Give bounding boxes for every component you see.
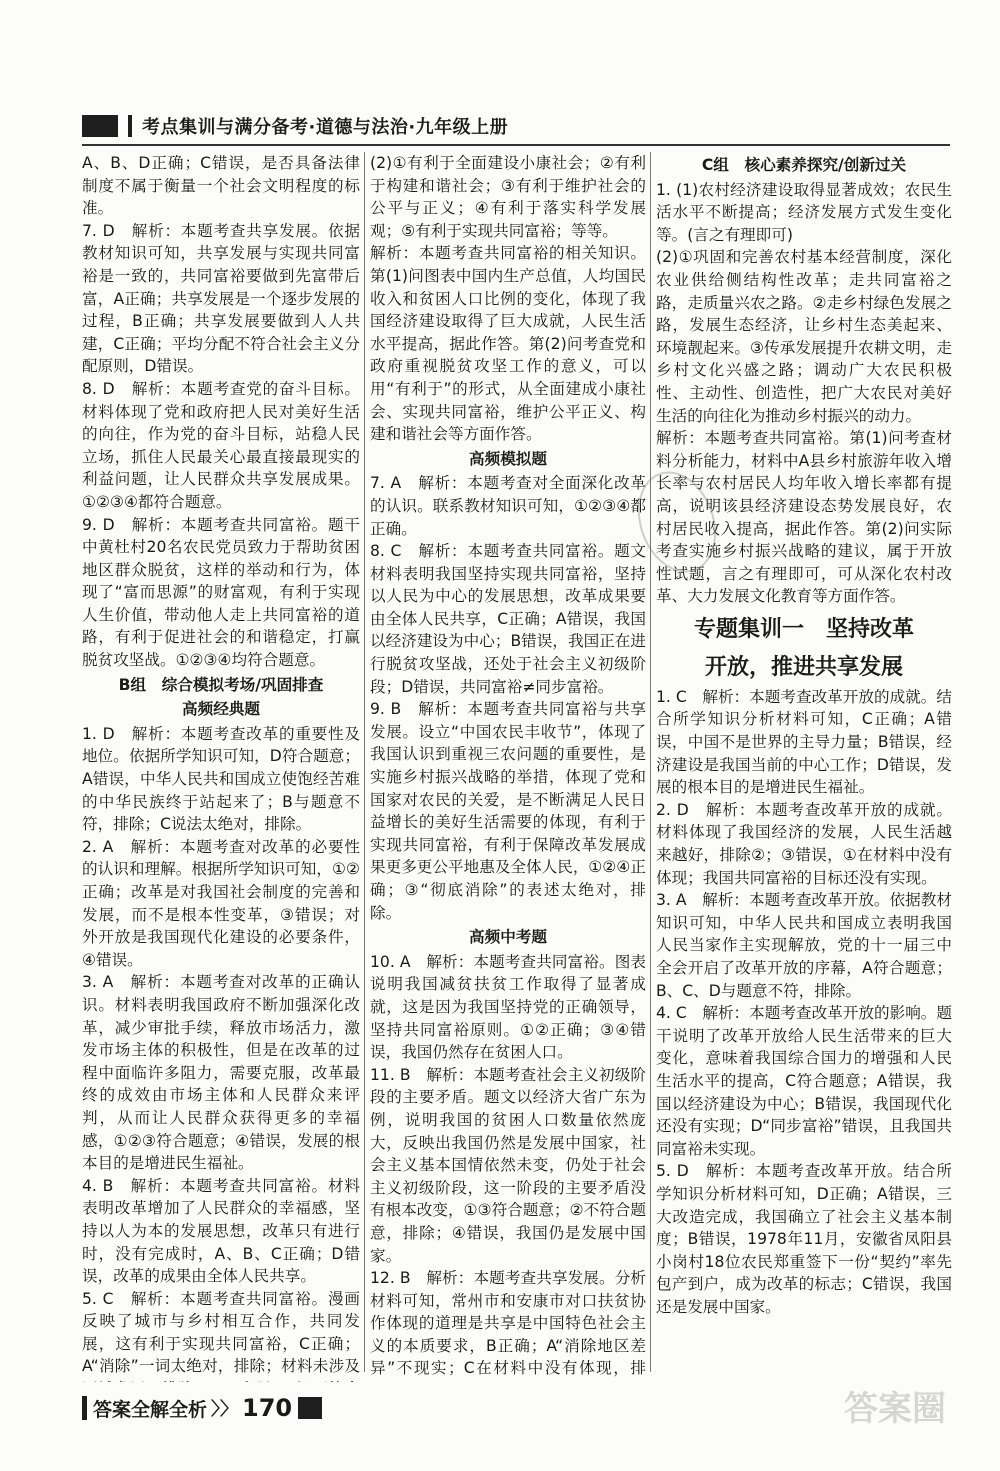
page-header bbox=[82, 108, 952, 144]
answer-paragraph: 7. A 解析：本题考查对全面深化改革的认识。联系教材知识可知，①②③④都正确。 bbox=[370, 474, 646, 538]
answer-paragraph: A、B、D正确；C错误，是否具备法律制度不属于衡量一个社会文明程度的标准。 bbox=[82, 154, 360, 218]
answer-paragraph: 7. D 解析：本题考查共享发展。依据教材知识可知，共享发展与实现共同富裕是一致的，共同富裕要做到先富带后富，A正确；共享发展是一个逐步发展的过程，B正确；共享发展要做到人人共建，C正确；平均分配不符合社会主义分配原则，D错误。 bbox=[82, 221, 360, 376]
section-heading: C组 核心素养探究/创新过关 bbox=[701, 156, 907, 174]
watermark-logo: 答案圈 bbox=[844, 1389, 946, 1429]
answer-paragraph: 解析：本题考查共同富裕的相关知识。第(1)问图表中国内生产总值，人均国民收入和贫困人口比例的变化，体现了我国经济建设取得了巨大成就，人民生活水平提高，据此作答。第(2)问考查党和政府重视脱贫攻坚工作的意义，可以用“有利于”的形式，从全面建成小康社会、实现共同富裕，维护公平正义、构建和谐社会等方面作答。 bbox=[370, 244, 646, 444]
column-2 bbox=[370, 152, 646, 1382]
answer-paragraph: 2. D 解析：本题考查改革开放的成就。材料体现了我国经济的发展，人民生活越来越好，排除②；③错误，①在材料中没有体现；我国共同富裕的目标还没有实现。 bbox=[656, 800, 952, 887]
answer-paragraph: 3. A 解析：本题考查对改革的正确认识。材料表明我国政府不断加强深化改革，减少审批手续，释放市场活力，激发市场主体的积极性，但是在改革的过程中面临许多阻力，需要克服，改革最终的成效由市场主体和人民群众来评判，从而让人民群众获得更多的幸福感，①②③符合题意；④错误，发展的根本目的是增进民生福祉。 bbox=[82, 973, 360, 1173]
section-heading: 高频模拟题 bbox=[469, 449, 547, 468]
section-heading: 高频经典题 bbox=[182, 700, 260, 719]
answer-paragraph: 1. C 解析：本题考查改革开放的成就。结合所学知识分析材料可知，C正确；A错误，中国不是世界的主导力量；B错误，经济建设是我国当前的中心工作；D错误，发展的根本目的是增进民生福祉。 bbox=[656, 687, 952, 797]
answer-paragraph: 4. C 解析：本题考查改革开放的影响。题干说明了改革开放给人民生活带来的巨大变化，意味着我国综合国力的增强和人民生活水平的提高，C符合题意；A错误，我国以经济建设为中心；B错误，我国现代化还没有实现；D“同步富裕”错误，且我国共同富裕未实现。 bbox=[656, 1004, 952, 1158]
answer-paragraph: 2. A 解析：本题考查对改革的必要性的认识和理解。根据所学知识可知，①②正确；改革是对我国社会制度的完善和发展，而不是根本性变革，③错误；对外开放是我国现代化建设的必要条件，④错误。 bbox=[82, 837, 360, 969]
answer-paragraph: 11. B 解析：本题考查社会主义初级阶段的主要矛盾。题文以经济大省广东为例，说明我国的贫困人口数量依然庞大，反映出我国仍然是发展中国家，社会主义基本国情依然未变，仍处于社会主义初级阶段，这一阶段的主要矛盾没有根本改变，①③符合题意；②不符合题意，排除；④错误，我国仍是发展中国家。 bbox=[370, 1065, 646, 1265]
column-3 bbox=[656, 152, 952, 1382]
header-block bbox=[82, 115, 118, 137]
answer-paragraph: 9. B 解析：本题考查共同富裕与共享发展。设立“中国农民丰收节”，体现了我国认识到重视三农问题的重要性，是实施乡村振兴战略的举措，体现了党和国家对农民的关爱，是不断满足人民日益增长的美好生活需要的体现，有利于实现共同富裕，有利于保障改革发展成果更多更公平地惠及全体人民，①②④正确；③“彻底消除”的表述太绝对，排除。 bbox=[370, 700, 646, 922]
page-number: 170 bbox=[242, 1394, 293, 1422]
header-bar bbox=[128, 115, 132, 137]
page-footer bbox=[82, 1392, 322, 1424]
answer-paragraph: 解析：本题考查共同富裕。第(1)问考查材料分析能力，材料中A县乡村旅游年收入增长率与农村居民人均年收入增长率都有提高，说明该县经济建设态势发展良好，农村居民收入提高，据此作答。第(2)问实际考查实施乡村振兴战略的建议，属于开放性试题，言之有理即可，可从深化农村改革、大力发展文化教育等方面作答。 bbox=[656, 429, 952, 606]
footer-arrow: 〉〉 bbox=[211, 1399, 239, 1420]
answer-paragraph: 12. B 解析：本题考查共享发展。分析材料可知，常州市和安康市对口扶贫协作体现的道理是共享是中国特色社会主义的本质要求，B正确；A“消除地区差异”不现实；C在材料中没有体现，排 bbox=[370, 1269, 646, 1378]
column-divider bbox=[364, 152, 365, 1372]
header-title: 考点集训与满分备考·道德与法治·九年级上册 bbox=[142, 117, 509, 138]
answer-paragraph: 3. A 解析：本题考查改革开放。依据教材知识可知，中华人民共和国成立表明我国人民当家作主实现解放，党的十一届三中全会开启了改革开放的序幕，A符合题意；B、C、D与题意不符，排除。 bbox=[656, 891, 952, 1000]
section-heading: 高频中考题 bbox=[469, 928, 547, 947]
footer-bar bbox=[82, 1396, 87, 1420]
answer-paragraph: 1. D 解析：本题考查改革的重要性及地位。依据所学知识可知，D符合题意；A错误，中华人民共和国成立使饱经苦难的中华民族终于站起来了；B与题意不符，排除；C说法太绝对，排除。 bbox=[82, 724, 360, 834]
answer-paragraph: 1. (1)农村经济建设取得显著成效；农民生活水平不断提高；经济发展方式发生变化等。(言之有理即可) bbox=[656, 180, 952, 244]
answer-paragraph: 8. C 解析：本题考查共同富裕。题文材料表明我国坚持实现共同富裕，坚持以人民为中心的发展思想，改革成果要由全体人民共享，C正确；A错误，我国以经济建设为中心；B错误，我国正在进行脱贫攻坚战，还处于社会主义初级阶段；D错误，共同富裕≠同步富裕。 bbox=[370, 542, 646, 696]
answer-paragraph: 9. D 解析：本题考查共同富裕。题干中黄杜村20名农民党员致力于帮助贫困地区群众脱贫，这样的举动和行为，体现了“富而思源”的财富观，有利于实现人生价值，带动他人走上共同富裕的道路，有利于促进社会的和谐稳定，打赢脱贫攻坚战。①②③④均符合题意。 bbox=[82, 515, 360, 670]
section-heading: 开放，推进共享发展 bbox=[704, 654, 903, 680]
footer-label: 答案全解全析 bbox=[93, 1398, 208, 1421]
answer-paragraph: (2)①巩固和完善农村基本经营制度，深化农业供给侧结构性改革；走共同富裕之路，走质量兴农之路。②走乡村绿色发展之路，发展生态经济，让乡村生态美起来、环境靓起来。③传承发展提升农耕文明，走乡村文化兴盛之路；调动广大农民积极性、主动性、创造性，把广大农民对美好生活的向往化为推动乡村振兴的动力。 bbox=[656, 248, 952, 425]
section-heading: B组 综合模拟考场/巩固排查 bbox=[118, 675, 324, 694]
answer-paragraph: 10. A 解析：本题考查共同富裕。图表说明我国减贫扶贫工作取得了显著成就，这是因为我国坚持党的正确领导，坚持共同富裕原则。①②正确；③④错误，我国仍然存在贫困人口。 bbox=[370, 952, 646, 1062]
header-rule bbox=[82, 144, 950, 146]
section-heading: 专题集训一 坚持改革 bbox=[693, 616, 914, 642]
answer-paragraph: 8. D 解析：本题考查党的奋斗目标。材料体现了党和政府把人民对美好生活的向往，作为党的奋斗目标，站稳人民立场，抓住人民最关心最直接最现实的利益问题，让人民群众共享发展成果。①②③④都符合题意。 bbox=[82, 379, 360, 511]
column-divider bbox=[650, 152, 651, 1372]
footer-block bbox=[298, 1397, 322, 1419]
column-1 bbox=[82, 152, 360, 1382]
answer-paragraph: 5. D 解析：本题考查改革开放。结合所学知识分析材料可知，D正确；A错误，三大改造完成，我国确立了社会主义基本制度；B错误，1978年11月，安徽省凤阳县小岗村18位农民郑重签下一份“契约”率先包产到户，成为改革的标志；C错误，我国还是发展中国家。 bbox=[656, 1162, 952, 1316]
answer-paragraph: (2)①有利于全面建设小康社会；②有利于构建和谐社会；③有利于维护社会的公平与正义；④有利于落实科学发展观；⑤有利于实现共同富裕；等等。 bbox=[370, 154, 646, 240]
answer-paragraph: 4. B 解析：本题考查共同富裕。材料表明改革增加了人民群众的幸福感，坚持以人为本的发展思想，改革只有进行时，没有完成时，A、B、C正确；D错误，改革的成果由全体人民共享。 bbox=[82, 1176, 360, 1286]
answer-paragraph: 5. C 解析：本题考查共同富裕。漫画反映了城市与乡村相互合作，共同发展，这有利于实现共同富裕，C正确；A“消除”一词太绝对，排除；材料未涉及 bbox=[82, 1289, 360, 1376]
